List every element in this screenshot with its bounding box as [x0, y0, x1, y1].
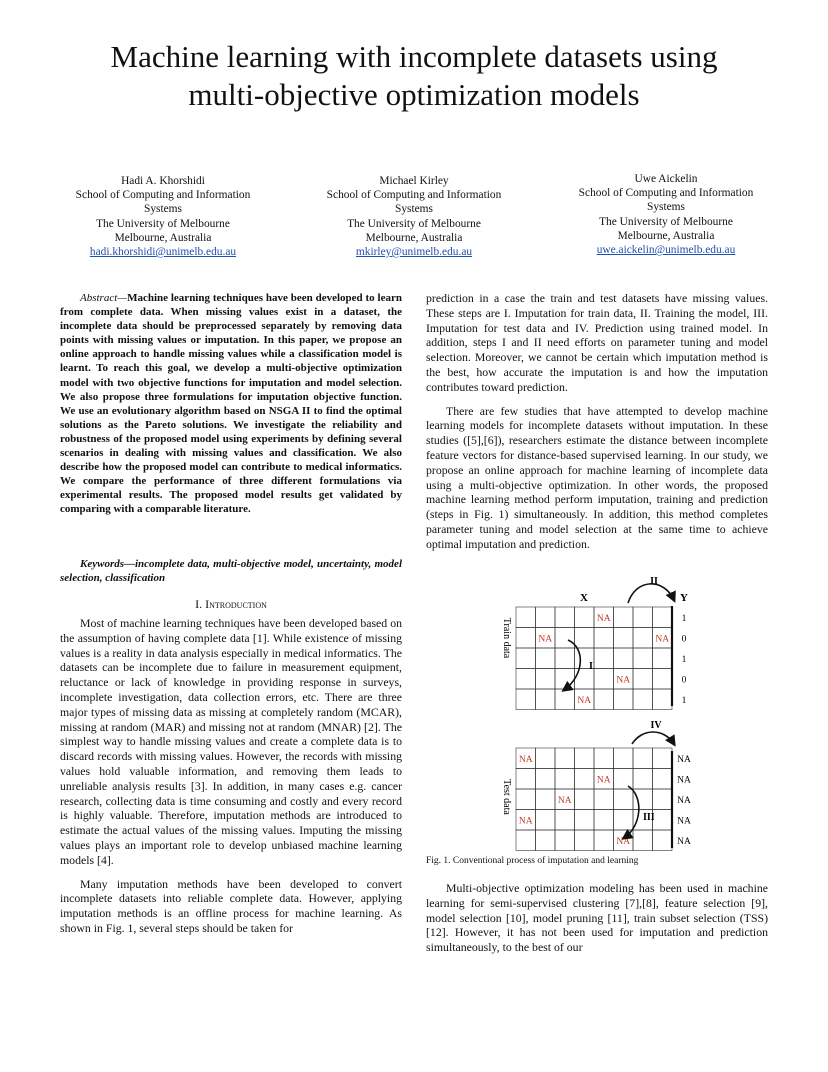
right-column-bottom — [426, 881, 768, 955]
keywords-text: Keywords—incomplete data, multi-objective model, uncertainty, model selection, classification — [60, 558, 402, 584]
train-grid-cell — [633, 607, 653, 628]
x-axis-label: X — [580, 592, 588, 604]
author-affiliation: School of Computing and Information — [578, 187, 754, 200]
keywords — [60, 557, 402, 585]
test-grid-cell — [614, 748, 634, 769]
data-grids — [516, 607, 691, 851]
author-affiliation: Systems — [395, 203, 433, 216]
test-grid-cell — [555, 810, 575, 831]
section-number: I. — [195, 597, 203, 611]
right-paragraph-3: Multi-objective optimization modeling has been used in machine learning for semi-supervised clustering [7],[8], feature selection [9], model selection [10], model pruning [11], train subset selection (TSS) [12]. However, it has not been used for imputation and prediction simultaneously, to the best of our — [426, 881, 768, 955]
test-grid-cell — [594, 810, 614, 831]
author-location: Melbourne, Australia — [114, 231, 212, 244]
test-grid-cell — [536, 830, 556, 851]
test-grid-cell — [536, 810, 556, 831]
test-grid-cell — [516, 769, 536, 790]
y-axis-label: Y — [680, 592, 688, 604]
test-grid-y-value: NA — [677, 796, 691, 806]
train-grid-cell — [555, 648, 575, 669]
na-cell-label: NA — [616, 837, 631, 847]
train-grid-cell — [555, 607, 575, 628]
test-grid-cell — [555, 830, 575, 851]
train-grid-y-value: 1 — [681, 655, 687, 665]
test-grid-y-value: NA — [677, 775, 691, 786]
section-title: Introduction — [205, 597, 267, 611]
test-grid-cell — [516, 789, 536, 810]
train-grid-cell — [633, 648, 653, 669]
figure-caption: Fig. 1. Conventional process of imputation and learning — [426, 856, 639, 866]
author-location: Melbourne, Australia — [365, 231, 463, 244]
test-grid-cell — [614, 810, 634, 831]
train-grid-cell — [614, 648, 634, 669]
train-grid-cell — [536, 607, 556, 628]
train-grid-cell — [516, 648, 536, 669]
author-affiliation: School of Computing and Information — [326, 189, 502, 202]
na-cell-label: NA — [518, 755, 533, 765]
section-heading — [60, 597, 402, 612]
test-grid-cell — [594, 789, 614, 810]
test-grid-cell — [614, 789, 634, 810]
test-grid-cell — [536, 769, 556, 790]
author-name: Uwe Aickelin — [634, 173, 698, 185]
test-grid-cell — [575, 789, 595, 810]
author-affiliation: Systems — [647, 201, 685, 214]
train-grid-cell — [594, 669, 614, 690]
test-grid-cell — [594, 748, 614, 769]
train-grid-y-value: 1 — [681, 696, 687, 706]
arrow-step-IV — [632, 732, 674, 744]
author-email-link[interactable]: uwe.aickelin@unimelb.edu.au — [596, 244, 736, 257]
train-grid-cell — [516, 669, 536, 690]
train-grid-cell — [614, 607, 634, 628]
right-paragraph-2: There are few studies that have attempted to develop machine learning models for incomplete datasets without imputation. In these studies ([5],[6]), researchers estimate the distance between incomplete feature vectors for distance-based supervised learning. In our study, we propose an online approach for machine learning of incomplete data using a multi-objective optimization. In other words, the proposed machine learning method perform imputation, training and prediction (steps in Fig. 1) simultaneously. In addition, this method completes parameter tuning and model selection at the same time to achieve optimal imputation and prediction. — [426, 403, 768, 551]
author-block — [48, 174, 278, 259]
test-grid-y-value: NA — [677, 755, 691, 765]
paper-title — [0, 38, 828, 114]
author-block — [299, 174, 529, 259]
author-university: The University of Melbourne — [599, 215, 733, 228]
train-grid-cell — [633, 628, 653, 649]
test-grid-cell — [594, 830, 614, 851]
test-grid-cell — [555, 748, 575, 769]
title-line-1: Machine learning with incomplete datasets using — [110, 39, 718, 74]
test-grid-cell — [653, 830, 673, 851]
author-university: The University of Melbourne — [96, 217, 230, 230]
test-grid-cell — [575, 810, 595, 831]
step-label-II: II — [650, 576, 658, 587]
test-grid-cell — [536, 789, 556, 810]
author-affiliation: Systems — [144, 203, 182, 216]
na-cell-label: NA — [557, 796, 572, 806]
intro-paragraph-2: Many imputation methods have been developed to convert incomplete datasets into reliable complete data. However, applying imputation methods is an offline process for machine learning. As shown in Fig. 1, several steps should be taken for — [60, 876, 402, 935]
intro-paragraph-1: Most of machine learning techniques have been developed based on the assumption of having complete data [1]. While existence of missing values is a reality in data analysis especially in medical informatics. The datasets can be incomplete due to failure in measurement equipment, reluctance or lack of knowledge in providing response in surveys, incomplete investigation, data collection errors, etc. There are three major types of missing data as missing at completely random (MCAR), missing at random (MAR) and missing not at random (MNAR) [2]. The simplest way to handle missing values and create a complete data is to discard records with missing values. However, the records with missing values hold valuable information, and removing them leads to unreliable analysis results [3]. In addition, in many cases e.g. cancer research, collecting data is time consuming and costly and every record is highly valuable. Therefore, imputation methods are introduced to estimate the actual values of the missing values. Imputing the missing values plays an important role to develop unbiased machine learning models [4]. — [60, 616, 402, 867]
abstract-label: Abstract— — [80, 292, 128, 304]
abstract-text: Machine learning techniques have been developed to learn from complete data. When missing values exist in a dataset, the incomplete data should be preprocessed separately by removing data points with missing values or imputation. In this paper, we propose an online approach to handle missing values while a classification model is learnt. To reach this goal, we develop a multi-objective optimization model with two objective functions for imputation and model selection. We also propose three formulations for imputation objective function. We use an evolutionary algorithm based on NSGA II to find the optimal solutions as the Pareto solutions. We investigate the reliability and robustness of the proposed model using experiments by defining several scenarios in dealing with missing values and classification. We also describe how the proposed model can contribute to medical informatics. We compare the performance of three different formulations via experimental results. The proposed model results get validated by comparing with a comparable literature. — [60, 292, 402, 516]
author-email-link[interactable]: mkirley@unimelb.edu.au — [355, 246, 473, 259]
test-grid-cell — [536, 748, 556, 769]
train-grid-cell — [653, 648, 673, 669]
train-grid-cell — [633, 669, 653, 690]
train-data-label: Train data — [501, 617, 512, 659]
train-grid-cell — [653, 607, 673, 628]
train-grid-cell — [516, 689, 536, 710]
test-grid-cell — [633, 769, 653, 790]
train-grid-cell — [536, 669, 556, 690]
na-cell-label: NA — [577, 696, 592, 706]
figure-1 — [496, 576, 706, 852]
author-university: The University of Melbourne — [347, 217, 481, 230]
intro-column — [60, 616, 402, 936]
train-grid-cell — [575, 607, 595, 628]
step-label-III: III — [643, 812, 655, 823]
test-grid-cell — [575, 748, 595, 769]
author-name: Michael Kirley — [379, 175, 449, 187]
na-cell-label: NA — [518, 816, 533, 827]
train-grid-cell — [614, 689, 634, 710]
na-cell-label: NA — [596, 775, 611, 786]
author-email-link[interactable]: hadi.khorshidi@unimelb.edu.au — [89, 246, 237, 259]
test-grid-cell — [575, 830, 595, 851]
train-grid-cell — [633, 689, 653, 710]
test-grid-cell — [633, 830, 653, 851]
title-line-2: multi-objective optimization models — [188, 77, 640, 112]
train-grid-cell — [555, 628, 575, 649]
train-grid-cell — [516, 607, 536, 628]
train-grid-cell — [555, 669, 575, 690]
train-grid-cell — [594, 689, 614, 710]
train-grid-cell — [614, 628, 634, 649]
test-grid-cell — [614, 769, 634, 790]
test-grid-cell — [653, 810, 673, 831]
author-location: Melbourne, Australia — [617, 229, 715, 242]
train-grid-cell — [555, 689, 575, 710]
train-grid-cell — [536, 648, 556, 669]
train-grid-y-value: 0 — [681, 675, 687, 686]
author-affiliation: School of Computing and Information — [75, 189, 251, 202]
abstract — [60, 291, 402, 517]
test-grid-cell — [633, 789, 653, 810]
test-data-label: Test data — [501, 779, 512, 815]
step-label-IV: IV — [650, 720, 662, 731]
test-grid-cell — [516, 830, 536, 851]
na-cell-label: NA — [616, 675, 631, 686]
test-grid-cell — [653, 789, 673, 810]
train-grid-cell — [594, 628, 614, 649]
train-grid-cell — [575, 628, 595, 649]
test-grid-y-value: NA — [677, 816, 691, 827]
na-cell-label: NA — [596, 614, 611, 624]
test-grid-y-value: NA — [677, 837, 691, 847]
train-grid-cell — [653, 669, 673, 690]
right-paragraph-1: prediction in a case the train and test datasets have missing values. These steps are I. Imputation for train data, II. Training the model, III. Imputation for test data and IV. Prediction using trained model. In addition, steps I and II need efforts on parameter tuning and model selection. Moreover, we cannot be certain which imputation method is the best, how accurate the imputation is and how the imputation contributes toward prediction. — [426, 291, 768, 394]
test-grid-cell — [575, 769, 595, 790]
test-grid-cell — [653, 769, 673, 790]
test-grid-cell — [653, 748, 673, 769]
test-grid-cell — [555, 769, 575, 790]
train-grid-cell — [516, 628, 536, 649]
test-grid-cell — [633, 748, 653, 769]
train-grid-y-value: 0 — [681, 634, 687, 645]
step-label-I: I — [589, 661, 593, 672]
author-name: Hadi A. Khorshidi — [121, 175, 205, 187]
train-grid-y-value: 1 — [681, 614, 687, 624]
right-column-top — [426, 291, 768, 552]
train-grid-cell — [536, 689, 556, 710]
arrow-step-I — [564, 640, 580, 690]
na-cell-label: NA — [538, 634, 553, 645]
author-block — [551, 172, 781, 257]
train-grid-cell — [653, 689, 673, 710]
na-cell-label: NA — [655, 634, 670, 645]
train-grid-cell — [594, 648, 614, 669]
